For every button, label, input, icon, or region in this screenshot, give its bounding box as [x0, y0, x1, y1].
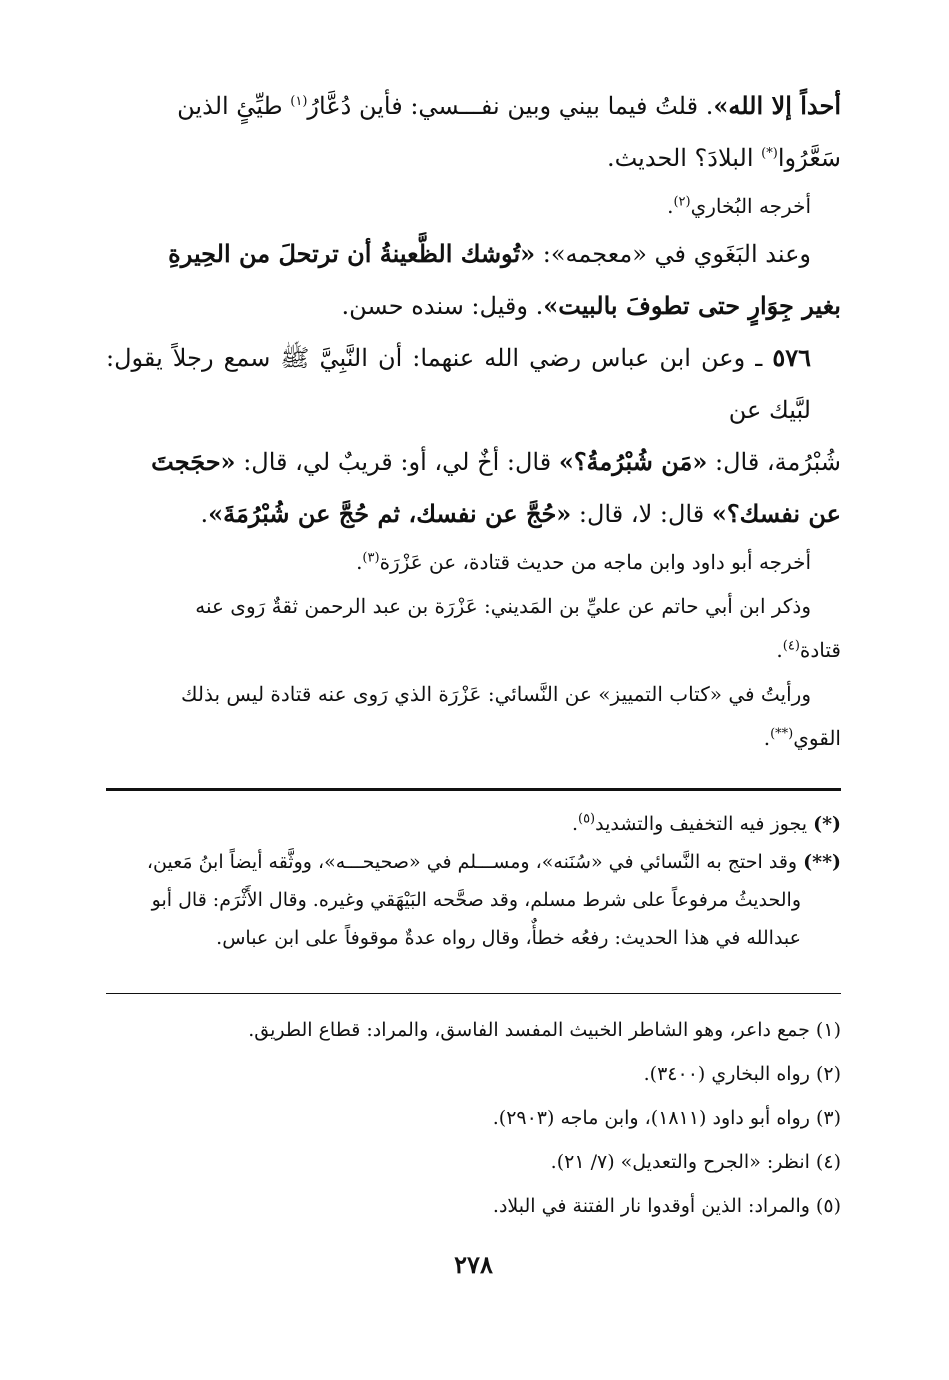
- footnote-item: (٢) رواه البخاري (٣٤٠٠).: [643, 1063, 841, 1085]
- text-run: القوي: [793, 726, 841, 750]
- text-run: .: [571, 813, 578, 835]
- bold-text: «حُجَّ عن نفسك، ثم حُجَّ عن شُبْرُمَةَ»: [208, 499, 572, 528]
- text-run: ـ وعن ابن عباس رضي الله عنهما: أن النَّبِيَّ ﷺ سمع رجلاً يقول: لبَّيك عن: [106, 344, 811, 424]
- text-run: قتادة: [799, 638, 841, 662]
- editor-note-line: [106, 805, 841, 843]
- text-run: وقد احتج به النَّسائي في «سُنَنه»، ومســـلم في «صحيحـــه»، ووثَّقه أيضاً ابنُ مَعين،: [146, 851, 804, 873]
- text-run: البلادَ؟ الحديث.: [606, 144, 762, 172]
- footnote-item: (٤) انظر: «الجرح والتعديل» (٧/ ٢١).: [550, 1151, 841, 1173]
- bold-text: بغير جِوَارٍ حتى تطوفَ بالبيت»: [543, 291, 841, 320]
- text-line: [106, 184, 841, 228]
- text-line: [106, 280, 841, 332]
- text-run: سَعَّرُوا: [777, 144, 841, 172]
- bold-text: عن نفسك؟»: [711, 499, 841, 528]
- text-run: . وقيل: سنده حسن.: [341, 292, 544, 320]
- bold-text: (**): [803, 851, 841, 873]
- footnotes: [106, 1008, 841, 1228]
- bold-text: (*): [813, 813, 841, 835]
- footnote-item: (٥) والمراد: الذين أوقدوا نار الفتنة في البلاد.: [492, 1195, 841, 1217]
- footnote-rule: [106, 993, 841, 994]
- text-run: أخرجه أبو داود وابن ماجه من حديث قتادة، عن عَزْرَة: [379, 550, 811, 574]
- text-line: [106, 436, 841, 488]
- text-run: والحديثُ مرفوعاً على شرط مسلم، وقد صحَّحه البَيْهَقي وغيره. وقال الأَثْرَم: قال أبو: [151, 889, 801, 911]
- text-run: قال: أخٌ لي، أو: قريبٌ لي، قال:: [235, 448, 559, 476]
- text-run: يجوز فيه التخفيف والتشديد: [595, 813, 814, 835]
- text-line: [106, 332, 841, 436]
- text-line: [106, 540, 841, 584]
- editor-note-line: [106, 843, 841, 881]
- text-run: .: [356, 550, 363, 574]
- bold-text: «مَن شُبْرُمةُ؟»: [558, 447, 708, 476]
- text-run: أخرجه البُخاري: [690, 194, 811, 218]
- editor-note-line: [106, 881, 841, 919]
- text-line: [106, 628, 841, 672]
- text-run: عبدالله في هذا الحديث: رفعُه خطأٌ، وقال رواه عدةٌ موقوفاً على ابن عباس.: [216, 927, 801, 949]
- editor-note-line: [106, 919, 841, 957]
- text-run: .: [763, 726, 771, 750]
- text-line: [106, 132, 841, 184]
- footnote-marker: (٢): [673, 194, 691, 210]
- text-line: [106, 584, 841, 628]
- text-line: [106, 80, 841, 132]
- text-line: [106, 672, 841, 716]
- separator-rule: [106, 788, 841, 791]
- footnote-marker: (١): [290, 94, 308, 109]
- text-run: ورأيتُ في «كتاب التمييز» عن النَّسائي: عَزْرَة الذي رَوى عنه قتادة ليس بذلك: [181, 682, 811, 706]
- page-number: ٢٧٨: [454, 1250, 493, 1279]
- bold-text: «تُوشك الظَّعينةُ أن ترتحلَ من الحِيرةِ: [168, 239, 536, 268]
- text-line: [106, 716, 841, 760]
- footnote-marker: (**): [770, 726, 794, 742]
- bold-text: ٥٧٦: [772, 343, 811, 372]
- text-line: [106, 228, 841, 280]
- editor-notes: [106, 805, 841, 957]
- footnote-marker: (٣): [362, 550, 380, 566]
- footnote-marker: (٤): [782, 638, 800, 654]
- text-run: قال: لا، قال:: [571, 500, 712, 528]
- main-text: [106, 80, 841, 760]
- text-run: .: [200, 500, 209, 528]
- footnote-marker: (*): [761, 146, 778, 161]
- text-run: وذكر ابن أبي حاتم عن عليِّ بن المَديني: عَزْرَة بن عبد الرحمن ثقةٌ رَوى عنه: [195, 594, 811, 618]
- text-run: . قلتُ فيما بيني وبين نفـــسي: فأين دُعَّارُ: [307, 92, 714, 120]
- text-run: شُبْرُمة، قال:: [707, 448, 841, 476]
- text-run: طيِّئٍ الذين: [177, 92, 291, 120]
- footnote-marker: (٥): [577, 811, 596, 827]
- footnote-item: (١) جمع داعر، وهو الشاطر الخبيث المفسد الفاسق، والمراد: قطاع الطريق.: [248, 1019, 841, 1041]
- bold-text: «حجَجتَ: [151, 447, 236, 476]
- text-line: [106, 488, 841, 540]
- text-run: .: [667, 194, 674, 218]
- text-run: وعند البَغَوي في «معجمه»:: [535, 240, 811, 268]
- bold-text: أحداً إلا الله»: [713, 91, 841, 120]
- footnote-item: (٣) رواه أبو داود (١٨١١)، وابن ماجه (٢٩٠٣).: [492, 1107, 841, 1129]
- text-run: .: [776, 638, 783, 662]
